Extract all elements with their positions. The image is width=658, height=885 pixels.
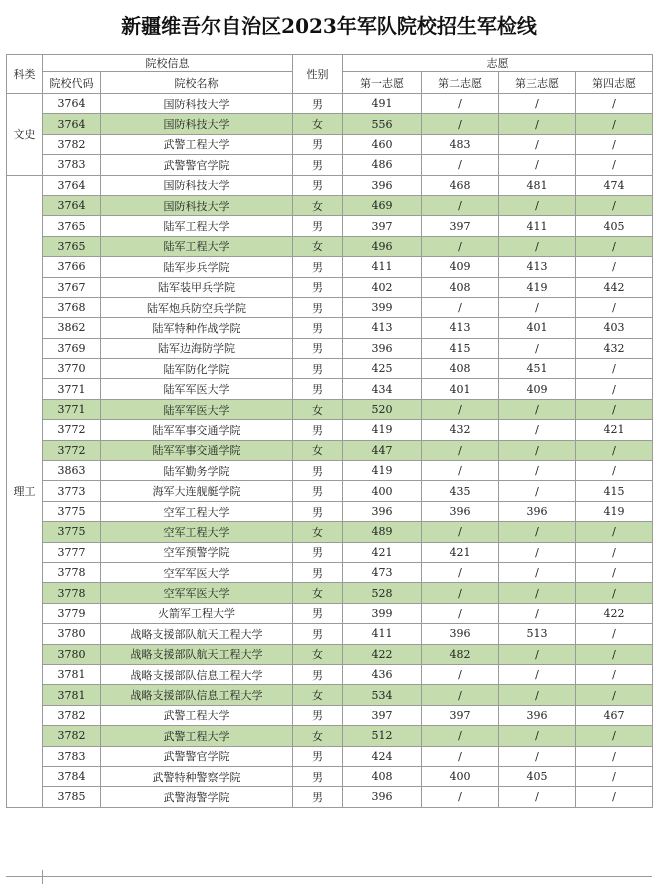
table-row: [7, 277, 653, 297]
school-code: 3764: [43, 94, 101, 114]
school-name: 火箭军工程大学: [101, 603, 293, 623]
pref2-score: 435: [422, 481, 499, 501]
pref2-score: 397: [422, 216, 499, 236]
table-row: [7, 338, 653, 358]
pref2-score: 408: [422, 277, 499, 297]
category-cell: 理工: [7, 175, 43, 807]
table-row: [7, 644, 653, 664]
gender: 男: [293, 664, 343, 684]
pref4-score: /: [576, 542, 653, 562]
pref3-score: /: [499, 787, 576, 807]
pref1-score: 419: [343, 420, 422, 440]
header-category: 科类: [7, 55, 43, 94]
gender: 男: [293, 216, 343, 236]
pref4-score: 403: [576, 318, 653, 338]
header-gender: 性别: [293, 55, 343, 94]
school-code: 3766: [43, 257, 101, 277]
school-code: 3772: [43, 440, 101, 460]
gender: 女: [293, 644, 343, 664]
school-code: 3784: [43, 766, 101, 786]
pref4-score: /: [576, 787, 653, 807]
pref2-score: 421: [422, 542, 499, 562]
pref4-score: /: [576, 236, 653, 256]
pref1-score: 419: [343, 461, 422, 481]
gender: 男: [293, 542, 343, 562]
school-code: 3775: [43, 522, 101, 542]
gender: 男: [293, 624, 343, 644]
pref3-score: /: [499, 297, 576, 317]
table-row: [7, 624, 653, 644]
table-row: [7, 399, 653, 419]
pref4-score: /: [576, 134, 653, 154]
school-name: 武警海警学院: [101, 787, 293, 807]
gender: 男: [293, 746, 343, 766]
gender: 男: [293, 481, 343, 501]
table-row: [7, 746, 653, 766]
school-code: 3765: [43, 216, 101, 236]
pref2-score: 400: [422, 766, 499, 786]
pref1-score: 556: [343, 114, 422, 134]
table-row: [7, 420, 653, 440]
table-row: [7, 542, 653, 562]
gender: 女: [293, 114, 343, 134]
pref1-score: 408: [343, 766, 422, 786]
pref2-score: 397: [422, 705, 499, 725]
table-row: [7, 766, 653, 786]
school-code: 3780: [43, 644, 101, 664]
header-pref4: 第四志愿: [576, 72, 653, 94]
pref3-score: /: [499, 664, 576, 684]
pref1-score: 491: [343, 94, 422, 114]
school-code: 3765: [43, 236, 101, 256]
gender: 男: [293, 155, 343, 175]
pref1-score: 411: [343, 257, 422, 277]
pref4-score: /: [576, 726, 653, 746]
school-code: 3782: [43, 726, 101, 746]
table-header: [7, 55, 653, 94]
pref1-score: 469: [343, 195, 422, 215]
pref4-score: /: [576, 359, 653, 379]
pref1-score: 396: [343, 338, 422, 358]
table-row: [7, 481, 653, 501]
gender: 男: [293, 603, 343, 623]
pref3-score: /: [499, 481, 576, 501]
table-row: [7, 94, 653, 114]
pref1-score: 520: [343, 399, 422, 419]
school-code: 3785: [43, 787, 101, 807]
pref1-score: 396: [343, 175, 422, 195]
school-name: 战略支援部队信息工程大学: [101, 685, 293, 705]
pref3-score: 405: [499, 766, 576, 786]
pref3-score: /: [499, 399, 576, 419]
table-row: [7, 583, 653, 603]
table-bottom-divider: [6, 876, 652, 877]
school-code: 3772: [43, 420, 101, 440]
table-bottom-tick: [42, 870, 43, 884]
pref2-score: /: [422, 195, 499, 215]
header-pref2: 第二志愿: [422, 72, 499, 94]
gender: 女: [293, 522, 343, 542]
table-row: [7, 134, 653, 154]
pref1-score: 396: [343, 501, 422, 521]
pref3-score: /: [499, 685, 576, 705]
pref4-score: /: [576, 94, 653, 114]
school-name: 武警特种警察学院: [101, 766, 293, 786]
pref1-score: 397: [343, 216, 422, 236]
pref3-score: 401: [499, 318, 576, 338]
pref2-score: /: [422, 114, 499, 134]
school-code: 3764: [43, 114, 101, 134]
school-code: 3767: [43, 277, 101, 297]
gender: 男: [293, 134, 343, 154]
table-row: [7, 664, 653, 684]
pref2-score: /: [422, 440, 499, 460]
school-code: 3778: [43, 583, 101, 603]
pref3-score: 481: [499, 175, 576, 195]
pref4-score: 432: [576, 338, 653, 358]
pref1-score: 402: [343, 277, 422, 297]
pref1-score: 486: [343, 155, 422, 175]
table-body: [7, 94, 653, 808]
pref3-score: 419: [499, 277, 576, 297]
pref4-score: 421: [576, 420, 653, 440]
gender: 男: [293, 318, 343, 338]
pref3-score: 396: [499, 705, 576, 725]
gender: 男: [293, 705, 343, 725]
school-name: 空军军医大学: [101, 562, 293, 582]
gender: 女: [293, 583, 343, 603]
gender: 男: [293, 562, 343, 582]
header-pref3: 第三志愿: [499, 72, 576, 94]
school-name: 陆军装甲兵学院: [101, 277, 293, 297]
pref2-score: /: [422, 726, 499, 746]
school-name: 陆军特种作战学院: [101, 318, 293, 338]
table-row: [7, 114, 653, 134]
table-row: [7, 175, 653, 195]
table-row: [7, 359, 653, 379]
pref2-score: 483: [422, 134, 499, 154]
pref1-score: 496: [343, 236, 422, 256]
pref2-score: /: [422, 746, 499, 766]
school-code: 3768: [43, 297, 101, 317]
school-name: 国防科技大学: [101, 114, 293, 134]
pref1-score: 512: [343, 726, 422, 746]
pref1-score: 534: [343, 685, 422, 705]
gender: 女: [293, 685, 343, 705]
header-preference: 志愿: [343, 55, 653, 72]
school-name: 空军军医大学: [101, 583, 293, 603]
pref3-score: /: [499, 746, 576, 766]
school-name: 战略支援部队信息工程大学: [101, 664, 293, 684]
table-row: [7, 297, 653, 317]
pref1-score: 399: [343, 297, 422, 317]
gender: 男: [293, 766, 343, 786]
pref1-score: 421: [343, 542, 422, 562]
pref2-score: /: [422, 155, 499, 175]
pref4-score: /: [576, 685, 653, 705]
pref2-score: /: [422, 236, 499, 256]
pref2-score: 409: [422, 257, 499, 277]
table-row: [7, 522, 653, 542]
table-row: [7, 501, 653, 521]
pref4-score: /: [576, 297, 653, 317]
school-name: 海军大连舰艇学院: [101, 481, 293, 501]
pref1-score: 425: [343, 359, 422, 379]
table-row: [7, 726, 653, 746]
pref1-score: 460: [343, 134, 422, 154]
pref4-score: /: [576, 766, 653, 786]
pref2-score: /: [422, 603, 499, 623]
pref3-score: /: [499, 461, 576, 481]
school-code: 3783: [43, 746, 101, 766]
school-name: 空军预警学院: [101, 542, 293, 562]
gender: 男: [293, 297, 343, 317]
header-name: 院校名称: [101, 72, 293, 94]
pref4-score: 405: [576, 216, 653, 236]
school-code: 3778: [43, 562, 101, 582]
pref4-score: /: [576, 399, 653, 419]
school-name: 武警警官学院: [101, 155, 293, 175]
pref4-score: /: [576, 155, 653, 175]
table-row: [7, 379, 653, 399]
pref1-score: 424: [343, 746, 422, 766]
pref3-score: /: [499, 603, 576, 623]
pref2-score: /: [422, 562, 499, 582]
school-name: 陆军勤务学院: [101, 461, 293, 481]
gender: 男: [293, 420, 343, 440]
school-name: 陆军军医大学: [101, 379, 293, 399]
school-name: 陆军军事交通学院: [101, 420, 293, 440]
school-name: 武警警官学院: [101, 746, 293, 766]
gender: 女: [293, 195, 343, 215]
pref3-score: /: [499, 420, 576, 440]
gender: 男: [293, 359, 343, 379]
header-pref1: 第一志愿: [343, 72, 422, 94]
gender: 男: [293, 257, 343, 277]
gender: 女: [293, 236, 343, 256]
gender: 男: [293, 501, 343, 521]
pref3-score: /: [499, 134, 576, 154]
pref2-score: /: [422, 94, 499, 114]
pref1-score: 422: [343, 644, 422, 664]
school-name: 战略支援部队航天工程大学: [101, 624, 293, 644]
pref4-score: /: [576, 461, 653, 481]
pref3-score: /: [499, 542, 576, 562]
school-name: 国防科技大学: [101, 175, 293, 195]
school-code: 3777: [43, 542, 101, 562]
school-name: 武警工程大学: [101, 134, 293, 154]
gender: 女: [293, 726, 343, 746]
pref2-score: 415: [422, 338, 499, 358]
pref1-score: 489: [343, 522, 422, 542]
school-name: 战略支援部队航天工程大学: [101, 644, 293, 664]
pref2-score: /: [422, 664, 499, 684]
table-row: [7, 685, 653, 705]
pref2-score: /: [422, 583, 499, 603]
school-name: 陆军步兵学院: [101, 257, 293, 277]
table-row: [7, 257, 653, 277]
pref1-score: 400: [343, 481, 422, 501]
school-code: 3780: [43, 624, 101, 644]
gender: 男: [293, 787, 343, 807]
pref3-score: 411: [499, 216, 576, 236]
school-code: 3782: [43, 134, 101, 154]
gender: 男: [293, 94, 343, 114]
pref4-score: /: [576, 440, 653, 460]
school-name: 陆军边海防学院: [101, 338, 293, 358]
school-code: 3863: [43, 461, 101, 481]
pref3-score: /: [499, 195, 576, 215]
pref3-score: /: [499, 236, 576, 256]
pref3-score: /: [499, 155, 576, 175]
pref4-score: /: [576, 195, 653, 215]
table-row: [7, 440, 653, 460]
category-cell: 文史: [7, 94, 43, 176]
school-code: 3764: [43, 195, 101, 215]
pref3-score: /: [499, 440, 576, 460]
page-title: 新疆维吾尔自治区2023年军队院校招生军检线: [121, 14, 537, 38]
pref4-score: 474: [576, 175, 653, 195]
pref2-score: 468: [422, 175, 499, 195]
school-name: 国防科技大学: [101, 195, 293, 215]
gender: 男: [293, 338, 343, 358]
pref3-score: /: [499, 644, 576, 664]
pref4-score: /: [576, 114, 653, 134]
pref2-score: 408: [422, 359, 499, 379]
pref4-score: /: [576, 257, 653, 277]
pref4-score: /: [576, 522, 653, 542]
pref4-score: 422: [576, 603, 653, 623]
pref1-score: 447: [343, 440, 422, 460]
pref2-score: /: [422, 399, 499, 419]
pref2-score: /: [422, 685, 499, 705]
pref3-score: /: [499, 522, 576, 542]
school-code: 3769: [43, 338, 101, 358]
pref3-score: 451: [499, 359, 576, 379]
pref4-score: /: [576, 562, 653, 582]
school-name: 空军工程大学: [101, 501, 293, 521]
pref3-score: /: [499, 94, 576, 114]
school-code: 3781: [43, 685, 101, 705]
gender: 男: [293, 277, 343, 297]
pref4-score: /: [576, 624, 653, 644]
pref4-score: /: [576, 583, 653, 603]
school-code: 3779: [43, 603, 101, 623]
pref3-score: 409: [499, 379, 576, 399]
pref4-score: 415: [576, 481, 653, 501]
school-code: 3862: [43, 318, 101, 338]
pref2-score: 396: [422, 501, 499, 521]
school-name: 武警工程大学: [101, 726, 293, 746]
pref4-score: /: [576, 379, 653, 399]
pref2-score: 482: [422, 644, 499, 664]
header-school-info: 院校信息: [43, 55, 293, 72]
school-code: 3775: [43, 501, 101, 521]
pref1-score: 411: [343, 624, 422, 644]
school-code: 3782: [43, 705, 101, 725]
pref2-score: 396: [422, 624, 499, 644]
pref1-score: 473: [343, 562, 422, 582]
pref3-score: 413: [499, 257, 576, 277]
school-name: 国防科技大学: [101, 94, 293, 114]
school-code: 3773: [43, 481, 101, 501]
school-name: 陆军工程大学: [101, 236, 293, 256]
admission-score-table: [6, 54, 653, 808]
pref3-score: /: [499, 338, 576, 358]
pref2-score: 413: [422, 318, 499, 338]
table-row: [7, 705, 653, 725]
table-row: [7, 155, 653, 175]
pref2-score: /: [422, 297, 499, 317]
pref1-score: 399: [343, 603, 422, 623]
pref1-score: 396: [343, 787, 422, 807]
gender: 男: [293, 379, 343, 399]
pref2-score: 401: [422, 379, 499, 399]
table-row: [7, 787, 653, 807]
table-row: [7, 603, 653, 623]
school-code: 3771: [43, 399, 101, 419]
pref3-score: /: [499, 562, 576, 582]
gender: 男: [293, 175, 343, 195]
pref4-score: /: [576, 664, 653, 684]
gender: 男: [293, 461, 343, 481]
school-code: 3783: [43, 155, 101, 175]
pref1-score: 397: [343, 705, 422, 725]
pref2-score: /: [422, 522, 499, 542]
header-code: 院校代码: [43, 72, 101, 94]
table-row: [7, 216, 653, 236]
school-name: 陆军防化学院: [101, 359, 293, 379]
pref2-score: 432: [422, 420, 499, 440]
table-row: [7, 195, 653, 215]
table-row: [7, 461, 653, 481]
gender: 女: [293, 399, 343, 419]
pref4-score: 467: [576, 705, 653, 725]
school-code: 3781: [43, 664, 101, 684]
pref1-score: 436: [343, 664, 422, 684]
pref3-score: /: [499, 583, 576, 603]
school-name: 陆军工程大学: [101, 216, 293, 236]
school-code: 3764: [43, 175, 101, 195]
school-name: 陆军炮兵防空兵学院: [101, 297, 293, 317]
table-row: [7, 318, 653, 338]
pref3-score: /: [499, 726, 576, 746]
school-code: 3771: [43, 379, 101, 399]
pref1-score: 413: [343, 318, 422, 338]
pref1-score: 528: [343, 583, 422, 603]
pref2-score: /: [422, 787, 499, 807]
pref4-score: /: [576, 644, 653, 664]
pref3-score: /: [499, 114, 576, 134]
pref4-score: 442: [576, 277, 653, 297]
pref3-score: 396: [499, 501, 576, 521]
school-name: 空军工程大学: [101, 522, 293, 542]
school-name: 陆军军医大学: [101, 399, 293, 419]
table-row: [7, 562, 653, 582]
school-name: 武警工程大学: [101, 705, 293, 725]
school-name: 陆军军事交通学院: [101, 440, 293, 460]
gender: 女: [293, 440, 343, 460]
pref2-score: /: [422, 461, 499, 481]
pref4-score: /: [576, 746, 653, 766]
pref4-score: 419: [576, 501, 653, 521]
table-row: [7, 236, 653, 256]
pref1-score: 434: [343, 379, 422, 399]
pref3-score: 513: [499, 624, 576, 644]
school-code: 3770: [43, 359, 101, 379]
